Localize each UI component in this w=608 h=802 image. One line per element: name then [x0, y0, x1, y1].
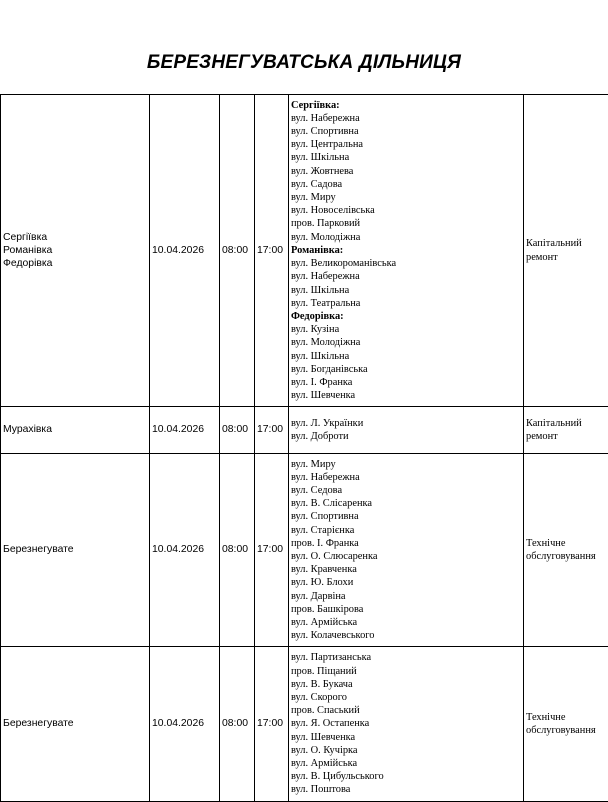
work-type-cell [524, 647, 608, 802]
work-type-line: ремонт [526, 251, 608, 264]
street-item: вул. Старієнка [291, 524, 523, 537]
street-item: вул. Садова [291, 178, 523, 191]
street-item: вул. Центральна [291, 138, 523, 151]
settlements-cell [1, 647, 150, 802]
street-item: вул. Шевченка [291, 389, 523, 402]
settlement-name: Федорівка [3, 257, 149, 270]
addresses-cell [289, 407, 524, 454]
table-row [1, 407, 608, 454]
street-item: вул. В. Букача [291, 678, 523, 691]
street-item: вул. Кравченка [291, 563, 523, 576]
street-item: вул. О. Слюсаренка [291, 550, 523, 563]
street-item: вул. В. Цибульського [291, 770, 523, 783]
settlements-cell [1, 454, 150, 647]
street-item: пров. Парковий [291, 217, 523, 230]
settlement-heading: Сергіївка: [291, 99, 523, 112]
work-type-line: Капітальний [526, 417, 608, 430]
street-item: пров. І. Франка [291, 537, 523, 550]
street-item: вул. Ю. Блохи [291, 576, 523, 589]
street-item: вул. Шкільна [291, 350, 523, 363]
settlement-heading: Романівка: [291, 244, 523, 257]
street-item: вул. Шкільна [291, 151, 523, 164]
street-item: вул. Поштова [291, 783, 523, 796]
start-time-cell: 08:00 [220, 454, 255, 647]
addresses-cell [289, 647, 524, 802]
settlements-cell [1, 95, 150, 407]
street-item: вул. Спортивна [291, 125, 523, 138]
street-item: пров. Башкірова [291, 603, 523, 616]
street-item: вул. Жовтнева [291, 165, 523, 178]
table-row [1, 95, 608, 407]
work-type-cell [524, 95, 608, 407]
work-type-line: обслуговування [526, 724, 608, 737]
start-time-cell: 08:00 [220, 407, 255, 454]
work-type-line: Технічне [526, 537, 608, 550]
street-item: вул. Миру [291, 458, 523, 471]
street-item: вул. Молодіжна [291, 336, 523, 349]
work-type-cell [524, 407, 608, 454]
street-item: вул. Армійська [291, 616, 523, 629]
addresses-cell [289, 454, 524, 647]
table-row [1, 454, 608, 647]
date-cell: 10.04.2026 [150, 647, 220, 802]
settlement-name: Березнегувате [3, 543, 149, 556]
street-item: вул. В. Слісаренка [291, 497, 523, 510]
street-item: вул. Набережна [291, 112, 523, 125]
street-item: вул. Скорого [291, 691, 523, 704]
schedule-table-body [1, 95, 608, 802]
end-time-cell: 17:00 [255, 454, 289, 647]
street-item: вул. Шкільна [291, 284, 523, 297]
schedule-table [0, 94, 608, 802]
street-item: вул. Новоселівська [291, 204, 523, 217]
street-item: пров. Спаський [291, 704, 523, 717]
street-item: вул. Л. Українки [291, 417, 523, 430]
settlement-name: Мурахівка [3, 423, 149, 436]
end-time-cell: 17:00 [255, 95, 289, 407]
start-time-cell: 08:00 [220, 647, 255, 802]
date-cell: 10.04.2026 [150, 407, 220, 454]
work-type-line: обслуговування [526, 550, 608, 563]
work-type-line: ремонт [526, 430, 608, 443]
street-item: вул. Богданівська [291, 363, 523, 376]
page-title: БЕРЕЗНЕГУВАТСЬКА ДІЛЬНИЦЯ [0, 52, 608, 74]
street-item: вул. Набережна [291, 270, 523, 283]
street-item: вул. Армійська [291, 757, 523, 770]
work-type-line: Капітальний [526, 237, 608, 250]
street-item: вул. І. Франка [291, 376, 523, 389]
settlement-heading: Федорівка: [291, 310, 523, 323]
work-type-cell [524, 454, 608, 647]
end-time-cell: 17:00 [255, 647, 289, 802]
street-item: вул. Дарвіна [291, 590, 523, 603]
settlement-name: Романівка [3, 244, 149, 257]
settlement-name: Березнегувате [3, 717, 149, 730]
street-item: вул. Молодіжна [291, 231, 523, 244]
street-item: вул. Театральна [291, 297, 523, 310]
date-cell: 10.04.2026 [150, 95, 220, 407]
street-item: вул. Доброти [291, 430, 523, 443]
end-time-cell: 17:00 [255, 407, 289, 454]
street-item: вул. Партизанська [291, 651, 523, 664]
street-item: вул. О. Кучірка [291, 744, 523, 757]
street-item: вул. Кузіна [291, 323, 523, 336]
street-item: вул. Великороманівська [291, 257, 523, 270]
street-item: вул. Миру [291, 191, 523, 204]
addresses-cell [289, 95, 524, 407]
street-item: вул. Спортивна [291, 510, 523, 523]
work-type-line: Технічне [526, 711, 608, 724]
start-time-cell: 08:00 [220, 95, 255, 407]
street-item: вул. Я. Остапенка [291, 717, 523, 730]
table-row [1, 647, 608, 802]
street-item: вул. Седова [291, 484, 523, 497]
date-cell: 10.04.2026 [150, 454, 220, 647]
settlements-cell [1, 407, 150, 454]
street-item: вул. Шевченка [291, 731, 523, 744]
street-item: вул. Набережна [291, 471, 523, 484]
street-item: пров. Піщаний [291, 665, 523, 678]
street-item: вул. Колачевського [291, 629, 523, 642]
settlement-name: Сергіївка [3, 231, 149, 244]
